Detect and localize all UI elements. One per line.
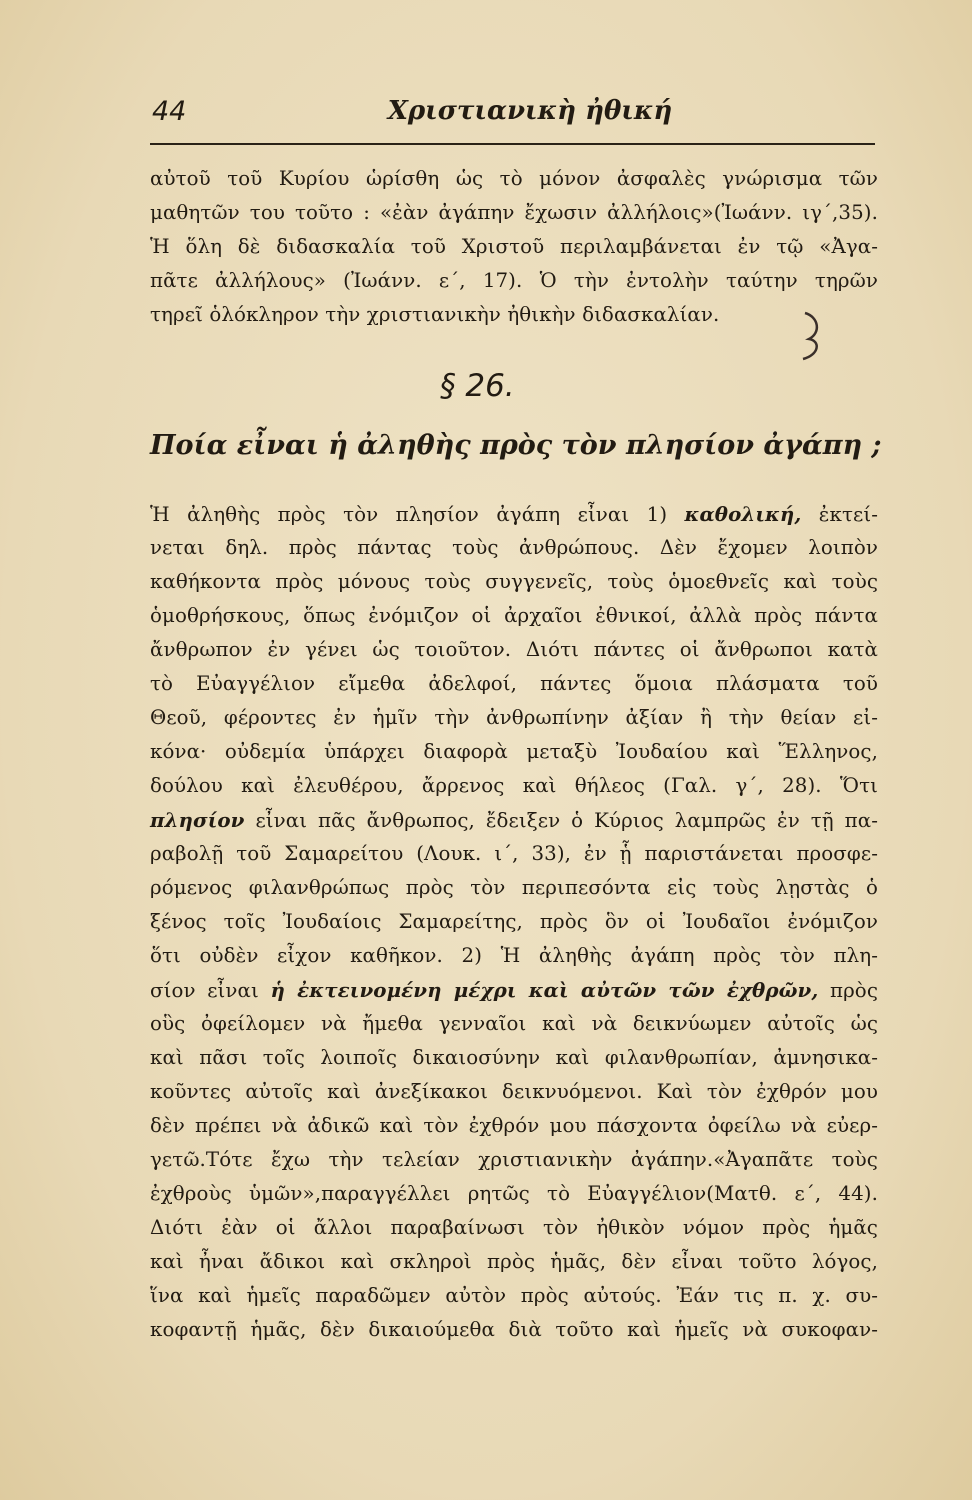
- text-line: νεται δηλ. πρὸς πάντας τοὺς ἀνθρώπους. Δὲν ἔχομεν λοιπὸν: [150, 536, 878, 559]
- text-line: ρόμενος φιλανθρώπως πρὸς τὸν περιπεσόντα εἰς τοὺς λῃστὰς ὁ: [150, 876, 878, 899]
- text-line: [150, 803, 878, 837]
- page-header: [150, 96, 880, 136]
- text-line: κοῦντες αὐτοῖς καὶ ἀνεξίκακοι δεικνυόμενοι. Καὶ τὸν ἐχθρόν μου: [150, 1080, 878, 1103]
- text-line: ἵνα καὶ ἡμεῖς παραδῶμεν αὐτὸν πρὸς αὐτούς. Ἐάν τις π. χ. συ-: [150, 1284, 878, 1307]
- header-rule: [150, 143, 875, 145]
- page-number: 44: [152, 96, 187, 127]
- text-line: ὁμοθρήσκους, ὅπως ἐνόμιζον οἱ ἀρχαῖοι ἐθνικοί, ἀλλὰ πρὸς πάντα: [150, 604, 878, 627]
- text-run: Ἡ ἀληθὴς πρὸς τὸν πλησίον ἀγάπη εἶναι 1): [150, 503, 685, 526]
- emphasis-text: πλησίον: [150, 808, 245, 832]
- running-title: Χριστιανικὴ ἠθική: [387, 96, 673, 126]
- text-line: γετῶ.Τότε ἔχω τὴν τελείαν χριστιανικὴν ἀγάπην.«Ἀγαπᾶτε τοὺς: [150, 1148, 878, 1171]
- text-line: δούλου καὶ ἐλευθέρου, ἄρρενος καὶ θήλεος (Γαλ. γ΄, 28). Ὅτι: [150, 774, 878, 797]
- section-title: Ποία εἶναι ἡ ἀληθὴς πρὸς τὸν πλησίον ἀγάπη ;: [150, 430, 882, 461]
- text-line: [150, 497, 878, 531]
- text-line: αὐτοῦ τοῦ Κυρίου ὡρίσθη ὡς τὸ μόνον ἀσφαλὲς γνώρισμα τῶν: [150, 167, 878, 190]
- text-line: ἐχθροὺς ὑμῶν»,παραγγέλλει ρητῶς τὸ Εὐαγγέλιον(Ματθ. ε΄, 44).: [150, 1182, 878, 1205]
- text-line: πᾶτε ἀλλήλους» (Ἰωάνν. ε΄, 17). Ὁ τὴν ἐντολὴν ταύτην τηρῶν: [150, 269, 878, 292]
- text-line: ὅτι οὐδὲν εἶχον καθῆκον. 2) Ἡ ἀληθὴς ἀγάπη πρὸς τὸν πλη-: [150, 944, 878, 967]
- text-line: καὶ ἦναι ἄδικοι καὶ σκληροὶ πρὸς ἡμᾶς, δὲν εἶναι τοῦτο λόγος,: [150, 1250, 878, 1273]
- text-line: δὲν πρέπει νὰ ἀδικῶ καὶ τὸν ἐχθρόν μου πάσχοντα ὀφείλω νὰ εὐερ-: [150, 1114, 878, 1137]
- emphasis-text: καθολική,: [684, 502, 802, 526]
- section-number: § 26.: [440, 368, 515, 404]
- text-line: ξένος τοῖς Ἰουδαίοις Σαμαρείτης, πρὸς ὃν οἱ Ἰουδαῖοι ἐνόμιζον: [150, 910, 878, 933]
- text-run: πρὸς: [818, 979, 878, 1002]
- text-line: [150, 973, 878, 1007]
- text-run: ἐκτεί-: [801, 503, 879, 526]
- paragraph-intro: [150, 162, 878, 332]
- text-line: Ἡ ὅλη δὲ διδασκαλία τοῦ Χριστοῦ περιλαμβάνεται ἐν τῷ «Ἀγα-: [150, 235, 878, 258]
- paragraph-main: [150, 497, 878, 1347]
- text-line: Διότι ἐὰν οἱ ἄλλοι παραβαίνωσι τὸν ἠθικὸν νόμον πρὸς ἡμᾶς: [150, 1216, 878, 1239]
- text-line: οὓς ὀφείλομεν νὰ ἤμεθα γενναῖοι καὶ νὰ δεικνύωμεν αὐτοῖς ὡς: [150, 1012, 878, 1035]
- text-line: τὸ Εὐαγγέλιον εἴμεθα ἀδελφοί, πάντες ὅμοια πλάσματα τοῦ: [150, 672, 878, 695]
- pencil-margin-mark: [797, 303, 827, 363]
- text-line: τηρεῖ ὁλόκληρον τὴν χριστιανικὴν ἠθικὴν διδασκαλίαν.: [150, 303, 720, 326]
- text-line: κόνα· οὐδεμία ὑπάρχει διαφορὰ μεταξὺ Ἰουδαίου καὶ Ἕλληνος,: [150, 740, 878, 763]
- text-line: ραβολῇ τοῦ Σαμαρείτου (Λουκ. ι΄, 33), ἐν ᾗ παριστάνεται προσφε-: [150, 842, 878, 865]
- text-run: σίον εἶναι: [150, 979, 271, 1002]
- text-line: καθήκοντα πρὸς μόνους τοὺς συγγενεῖς, τοὺς ὁμοεθνεῖς καὶ τοὺς: [150, 570, 878, 593]
- text-run: εἶναι πᾶς ἄνθρωπος, ἔδειξεν ὁ Κύριος λαμπρῶς ἐν τῇ πα-: [244, 809, 878, 832]
- text-line: καὶ πᾶσι τοῖς λοιποῖς δικαιοσύνην καὶ φιλανθρωπίαν, ἀμνησικα-: [150, 1046, 878, 1069]
- text-line: ἄνθρωπον ἐν γένει ὡς τοιοῦτον. Διότι πάντες οἱ ἄνθρωποι κατὰ: [150, 638, 878, 661]
- text-line: Θεοῦ, φέροντες ἐν ἡμῖν τὴν ἀνθρωπίνην ἀξίαν ἢ τὴν θείαν εἰ-: [150, 706, 878, 729]
- text-line: μαθητῶν του τοῦτο : «ἐὰν ἀγάπην ἔχωσιν ἀλλήλοις»(Ἰωάνν. ιγ΄,35).: [150, 201, 878, 224]
- emphasis-text: ἡ ἐκτεινομένη μέχρι καὶ αὐτῶν τῶν ἐχθρῶν,: [270, 978, 819, 1002]
- text-line: κοφαντῇ ἡμᾶς, δὲν δικαιούμεθα διὰ τοῦτο καὶ ἡμεῖς νὰ συκοφαν-: [150, 1318, 878, 1341]
